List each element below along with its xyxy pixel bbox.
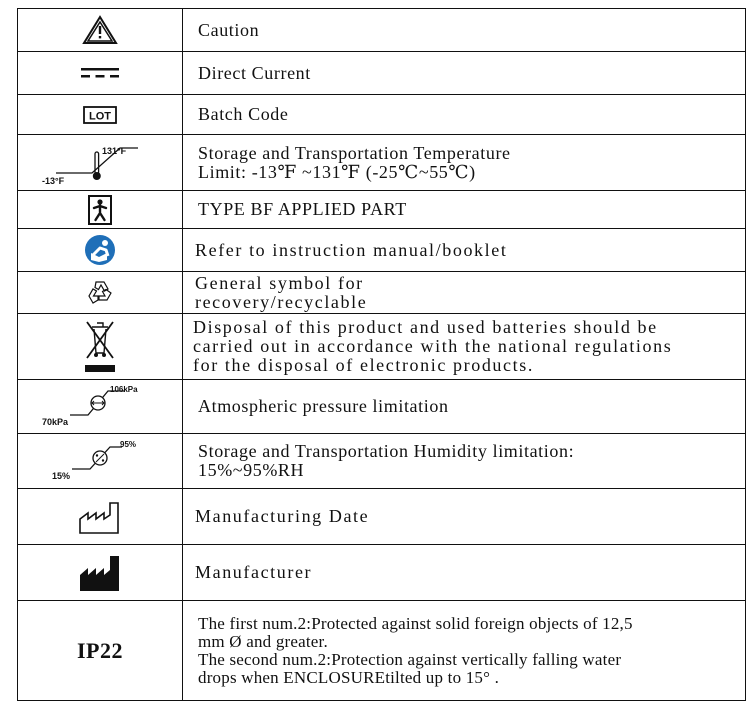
description-cell [183,489,746,545]
humidity-low-text: 15% [52,471,71,481]
description-cell [183,314,746,380]
symbol-cell [18,601,183,701]
weee-label-line-3: for the disposal of electronic products. [193,355,534,375]
manufacturer-icon [78,553,122,593]
description-cell [183,229,746,272]
temperature-label-line-1: Storage and Transportation Temperature [198,142,511,163]
description-cell [183,9,746,52]
table-row [18,545,746,601]
caution-label: Caution [198,19,260,40]
description-cell [183,272,746,314]
symbol-cell [18,95,183,135]
ip-rating-line-2: mm Ø and greater. [198,631,328,651]
description-cell [183,52,746,95]
ip-rating-line-3: The second num.2:Protection against vertically falling water [198,649,622,669]
ip-rating-line-4: drops when ENCLOSUREtilted up to 15° . [198,667,500,687]
batch-code-label: Batch Code [198,104,289,124]
symbol-cell [18,489,183,545]
temperature-low-text: -13°F [42,175,65,186]
manufacturing-date-icon [78,499,122,535]
recycle-label-line-2: recovery/recyclable [195,291,368,312]
ip-rating-line-1: The first num.2:Protected against solid foreign objects of 12,5 [198,613,633,633]
direct-current-icon [81,66,119,80]
table-row [18,9,746,52]
ip-rating-text: IP22 [77,637,123,663]
type-bf-label: TYPE BF APPLIED PART [198,199,407,219]
table-row [18,314,746,380]
symbol-cell [18,545,183,601]
symbol-cell [18,380,183,434]
table-row [18,272,746,314]
weee-label-line-1: Disposal of this product and used batteries should be [193,317,658,337]
symbol-cell [18,9,183,52]
humidity-limit-icon [50,439,150,483]
table-row [18,95,746,135]
table-row [18,191,746,229]
table-row [18,52,746,95]
description-cell [183,601,746,701]
description-cell [183,95,746,135]
table-row [18,135,746,191]
direct-current-label: Direct Current [198,62,311,83]
temperature-limit-icon [40,140,160,186]
table-row [18,601,746,701]
symbol-cell [18,314,183,380]
symbol-cell [18,135,183,191]
instruction-manual-icon [84,234,116,266]
table-row [18,380,746,434]
table-row [18,489,746,545]
recycle-label-line-1: General symbol for [195,272,364,293]
manufacturer-label: Manufacturer [195,562,313,582]
description-cell [183,191,746,229]
manufacturing-date-label: Manufacturing Date [195,506,370,526]
humidity-high-text: 95% [120,440,137,449]
description-cell [183,434,746,489]
symbol-cell [18,52,183,95]
description-cell [183,135,746,191]
description-cell [183,545,746,601]
caution-icon [82,15,118,45]
symbol-cell [18,434,183,489]
table-row [18,229,746,272]
symbol-cell [18,191,183,229]
weee-disposal-icon [84,319,116,375]
recycle-icon [85,279,115,307]
pressure-high-text: 106kPa [110,384,138,394]
symbols-table [17,8,746,701]
symbol-cell [18,229,183,272]
atmospheric-pressure-icon [40,385,160,429]
instruction-manual-label: Refer to instruction manual/booklet [195,239,508,260]
humidity-label-line-1: Storage and Transportation Humidity limitation: [198,441,575,461]
pressure-low-text: 70kPa [42,416,69,427]
pressure-label: Atmospheric pressure limitation [198,396,449,416]
description-cell [183,380,746,434]
type-bf-applied-part-icon [88,195,112,225]
temperature-high-text: 131°F [102,145,127,156]
temperature-label-line-2: Limit: -13℉ ~131℉ (-25℃~55℃) [198,161,476,182]
humidity-label-line-2: 15%~95%RH [198,460,305,480]
batch-code-icon [83,106,117,124]
batch-code-icon-text: LOT [89,110,111,122]
symbol-cell [18,272,183,314]
table-row [18,434,746,489]
weee-label-line-2: carried out in accordance with the national regulations [193,336,673,356]
